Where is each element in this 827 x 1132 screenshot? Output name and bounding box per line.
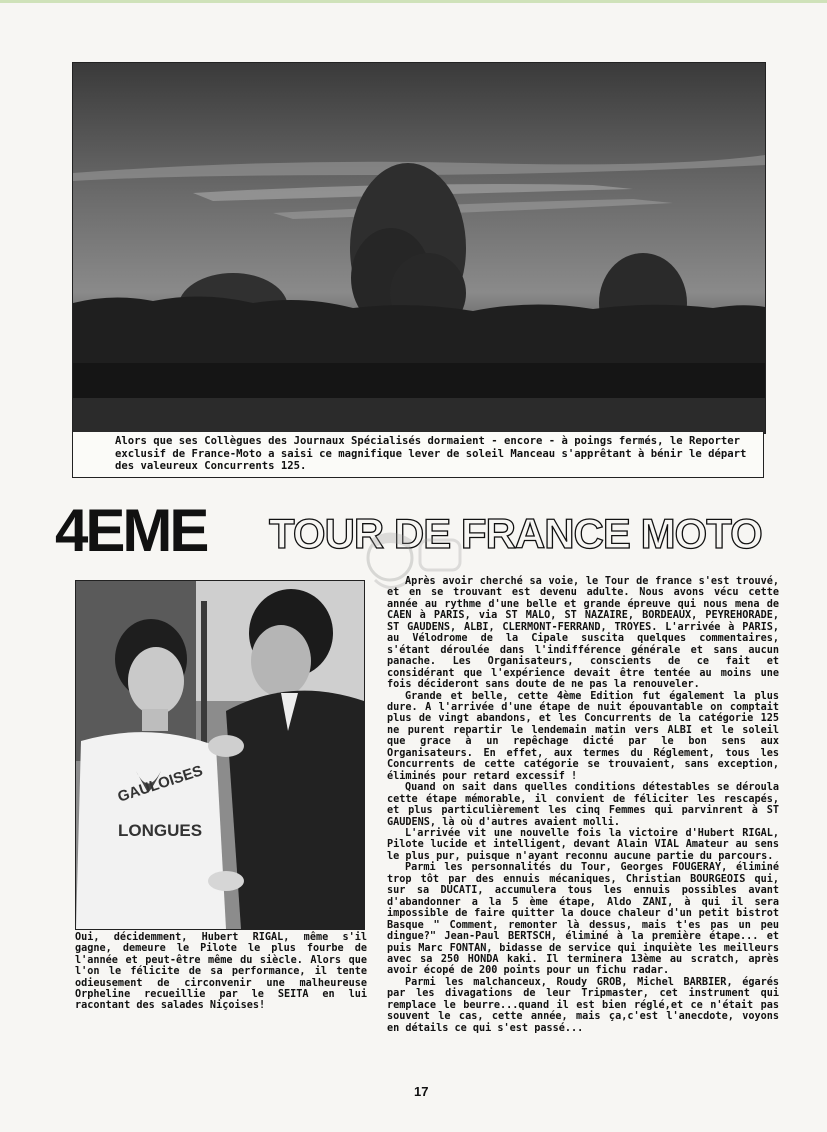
page-number: 17 [414,1084,429,1099]
headline-edition: 4EME [55,497,207,564]
sunrise-photo-drawing [73,63,765,433]
article-paragraph: L'arrivée vit une nouvelle fois la victoire d'Hubert RIGAL, Pilote lucide et intelligent, devant Alain VIAL Amateur au sens le plus pur, puisque n'ayant reconnu aucune partie du parcours. [387,827,779,862]
rigal-photo-drawing [76,581,364,929]
shirt-text-line2: LONGUES [118,821,203,840]
article-paragraph: Parmi les malchanceux, Roudy GROB, Michel BARBIER, égarés par les divagations de leur Tripmaster, cet instrument qui remplace le beurre...quand il est bien réglé,et ce n'était pas souvent le cas, cette année, mais ça,c'est l'anecdote, voyons en détails ce qui s'est passé... [387,976,779,1034]
rigal-photo [75,580,365,930]
top-caption-box [72,432,764,478]
rigal-photo-caption: Oui, décidemment, Hubert RIGAL, même s'il gagne, demeure le Pilote le plus fourbe de l'année et peut-être même du siècle. Alors que l'on le félicite de sa performance, il tente odieusement de circonvenir une malheureuse Orpheline recueillie par le SEITA en lui racontant des salades Niçoises! [75,932,367,1012]
top-edge-line [0,0,827,3]
article-body [387,576,779,1034]
top-photo-caption: Alors que ses Collègues des Journaux Spécialisés dormaient - encore - à poings fermés, le Reporter exclusif de France-Moto a saisi ce magnifique lever de soleil Manceau s'apprêtant à bénir le départ des valeureux Concurrents 125. [115,435,747,473]
article-paragraph: Grande et belle, cette 4ème Edition fut également la plus dure. A l'arrivée d'une étape de nuit épouvantable on comptait plus de vingt abandons, et les Concurrents de la catégorie 125 ne purent repartir le lendemain matin vers ALBI et le soleil que grace à un repêchage dicté par le bon sens aux Organisateurs. En effet, aux termes du Réglement, tous les Concurrents de cette catégorie se trouvaient, sans exception, éliminés pour retard excessif ! [387,690,779,782]
shirt-text-brand: GAULOISES [115,762,205,806]
sunrise-photo [72,62,766,434]
article-paragraph: Après avoir cherché sa voie, le Tour de france s'est trouvé, et en se trouvant est devenu adulte. Nous avons vécu cette année au rythme d'une belle et grande épreuve qui nous mena de CAEN à PARIS, via ST MALO, ST NAZAIRE, BORDEAUX, PEYREHORADE, ST GAUDENS, ALBI, CLERMONT-FERRAND, TROYES. L'arrivée à PARIS, au Vélodrome de la Cipale suscita quelques commentaires, s'étant déroulée dans l'indifférence générale et sans aucun panache. Les Organisateurs, conscients de ce fait et considérant que l'expérience devait être tentée au moins une fois décideront sans doute de ne pas la renouveler. [387,576,779,691]
headline-title: TOUR DE FRANCE MOTO [269,510,762,557]
article-paragraph: Parmi les personnalités du Tour, Georges FOUGERAY, éliminé trop tôt par des ennuis mécaniques, Christian BOURGEOIS qui, sur sa DUCATI, accumulera tous les ennuis possibles avant d'abandonner a la 5 ème étape, Aldo ZANI, à qui il sera impossible de faire quitter la douce chaleur d'un petit bistrot Basque " Comment, remonter là dessus, mais t'es pas un peu dingue?" Jean-Paul BERTSCH, éliminé à la première étape... et puis Marc FONTAN, bidasse de service qui inquiète les meilleurs avec sa 250 HONDA kaki. Il terminera 13ème au scratch, après avoir écopé de 200 points pour un fichu radar. [387,862,779,977]
article-paragraph: Quand on sait dans quelles conditions détestables se déroula cette étape mémorable, il convient de féliciter les rescapés, et plus particulièrement les cinq Femmes qui parvinrent à ST GAUDENS, là où d'autres avaient molli. [387,782,779,828]
